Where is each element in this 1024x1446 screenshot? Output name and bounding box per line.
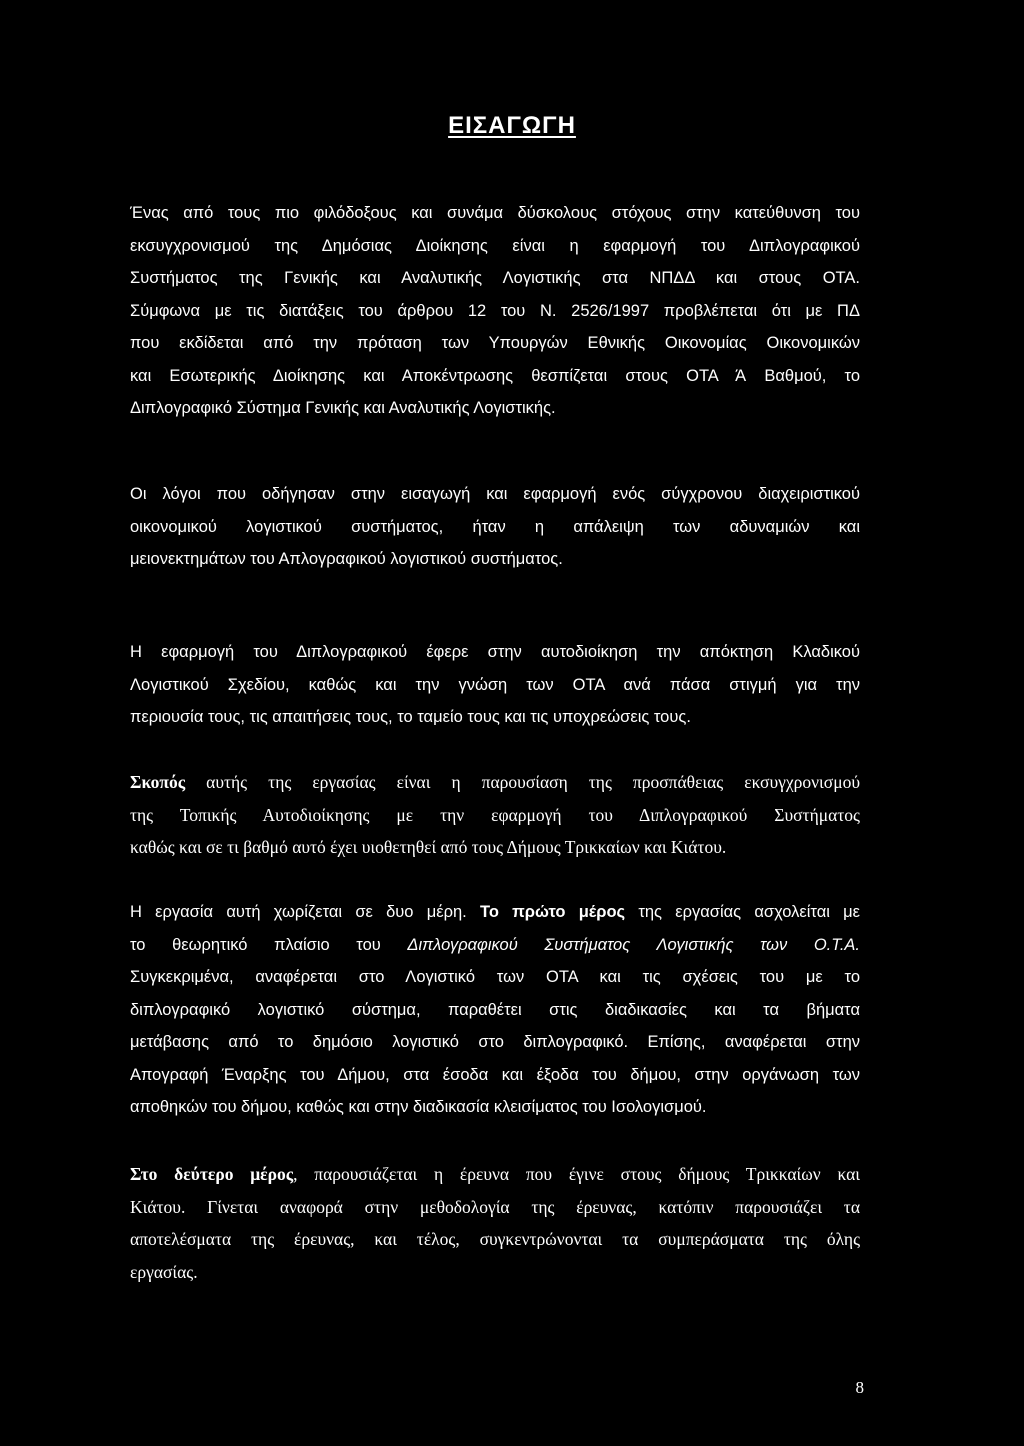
text-line — [130, 961, 860, 994]
paragraph — [130, 636, 860, 734]
text-segment: , παρουσιάζεται η έρευνα που έγινε στους δήμους Τρικκαίων και — [293, 1164, 860, 1184]
text-segment: Απογραφή Έναρξης του Δήμου, στα έσοδα και έξοδα του δήμου, στην οργάνωση των — [130, 1065, 860, 1084]
text-line — [130, 360, 860, 393]
text-line — [130, 994, 860, 1027]
text-segment: της εργασίας ασχολείται με — [625, 903, 861, 921]
text-segment: Σύμφωνα με τις διατάξεις του άρθρου 12 του Ν. 2526/1997 προβλέπεται ότι με ΠΔ — [130, 301, 860, 320]
text-line — [130, 1091, 860, 1124]
text-line — [130, 669, 860, 702]
paragraph — [130, 766, 860, 864]
text-segment: και Εσωτερικής Διοίκησης και Αποκέντρωσης θεσπίζεται στους ΟΤΑ Ά Βαθμού, το — [130, 366, 860, 385]
text-line — [130, 929, 860, 962]
text-segment: της Τοπικής Αυτοδιοίκησης με την εφαρμογή του Διπλογραφικού Συστήματος — [130, 804, 860, 825]
text-segment: αυτής της εργασίας είναι η παρουσίαση της προσπάθειας εκσυγχρονισμού — [185, 772, 860, 792]
text-segment: οικονομικού λογιστικού συστήματος, ήταν η απάλειψη των αδυναμιών και — [130, 517, 860, 536]
text-line — [130, 799, 860, 832]
text-segment: καθώς και σε τι βαθμό αυτό έχει υιοθετηθεί από τους Δήμους Τρικκαίων και Κιάτου. — [130, 837, 727, 857]
text-segment: Συστήματος της Γενικής και Αναλυτικής Λογιστικής στα ΝΠΔΔ και στους ΟΤΑ. — [130, 269, 860, 287]
text-segment: Οι λόγοι που οδήγησαν στην εισαγωγή και εφαρμογή ενός σύγχρονου διαχειριστικού — [130, 485, 860, 503]
paragraph — [130, 1158, 860, 1288]
text-line — [130, 511, 860, 544]
text-line — [130, 1256, 860, 1289]
paragraph — [130, 478, 860, 576]
text-line — [130, 1158, 860, 1191]
text-line — [130, 197, 860, 230]
text-segment: Η εργασία αυτή χωρίζεται σε δυο μέρη. — [130, 903, 480, 921]
paragraph — [130, 896, 860, 1124]
text-segment: το θεωρητικό πλαίσιο του — [130, 935, 408, 954]
text-segment: Συγκεκριμένα, αναφέρεται στο Λογιστικό των ΟΤΑ και τις σχέσεις του με το — [130, 968, 860, 986]
text-line — [130, 1059, 860, 1092]
text-line — [130, 230, 860, 263]
text-segment: μειονεκτημάτων του Απλογραφικού λογιστικού συστήματος. — [130, 550, 563, 568]
text-line — [130, 392, 860, 425]
text-segment: Κιάτου. Γίνεται αναφορά στην μεθοδολογία της έρευνας, κατόπιν παρουσιάζει τα — [130, 1196, 860, 1217]
page-title: ΕΙΣΑΓΩΓΗ — [448, 112, 576, 139]
text-line — [130, 262, 860, 295]
text-line — [130, 896, 860, 929]
text-line — [130, 1026, 860, 1059]
text-line — [130, 701, 860, 734]
bold-text: Στο δεύτερο μέρος — [130, 1164, 294, 1184]
text-segment: περιουσία τους, τις απαιτήσεις τους, το ταμείο τους και τις υποχρεώσεις τους. — [130, 708, 691, 726]
text-segment: Ένας από τους πιο φιλόδοξους και συνάμα δύσκολους στόχους στην κατεύθυνση του — [130, 204, 860, 222]
text-segment: εργασίας. — [130, 1261, 198, 1282]
text-segment: Διπλογραφικό Σύστημα Γενικής και Αναλυτικής Λογιστικής. — [130, 399, 556, 417]
text-line — [130, 327, 860, 360]
bold-text: Το πρώτο μέρος — [479, 903, 626, 921]
text-line — [130, 766, 860, 799]
italic-text: Διπλογραφικού Συστήματος Λογιστικής των Ο.Τ.Α. — [407, 935, 860, 954]
text-segment: αποτελέσματα της έρευνας, και τέλος, συγκεντρώνονται τα συμπεράσματα της όλης — [130, 1229, 860, 1249]
text-segment: διπλογραφικό λογιστικό σύστημα, παραθέτει στις διαδικασίες και τα βήματα — [130, 1000, 860, 1019]
text-segment: μετάβασης από το δημόσιο λογιστικό στο διπλογραφικό. Επίσης, αναφέρεται στην — [130, 1033, 860, 1051]
text-segment: αποθηκών του δήμου, καθώς και στην διαδικασία κλεισίματος του Ισολογισμού. — [130, 1098, 707, 1116]
text-segment: που εκδίδεται από την πρόταση των Υπουργών Εθνικής Οικονομίας Οικονομικών — [130, 334, 860, 352]
bold-text: Σκοπός — [130, 772, 186, 792]
text-line — [130, 295, 860, 328]
text-line — [130, 831, 860, 864]
text-segment: εκσυγχρονισμού της Δημόσιας Διοίκησης είναι η εφαρμογή του Διπλογραφικού — [130, 236, 860, 255]
text-segment: Η εφαρμογή του Διπλογραφικού έφερε στην αυτοδιοίκηση την απόκτηση Κλαδικού — [130, 643, 860, 661]
page-number: 8 — [855, 1378, 864, 1397]
paragraph — [130, 197, 860, 425]
text-line — [130, 636, 860, 669]
text-line — [130, 543, 860, 576]
text-segment: Λογιστικού Σχεδίου, καθώς και την γνώση των ΟΤΑ ανά πάσα στιγμή για την — [130, 675, 860, 694]
text-line — [130, 1223, 860, 1256]
text-line — [130, 1191, 860, 1224]
text-line — [130, 478, 860, 511]
